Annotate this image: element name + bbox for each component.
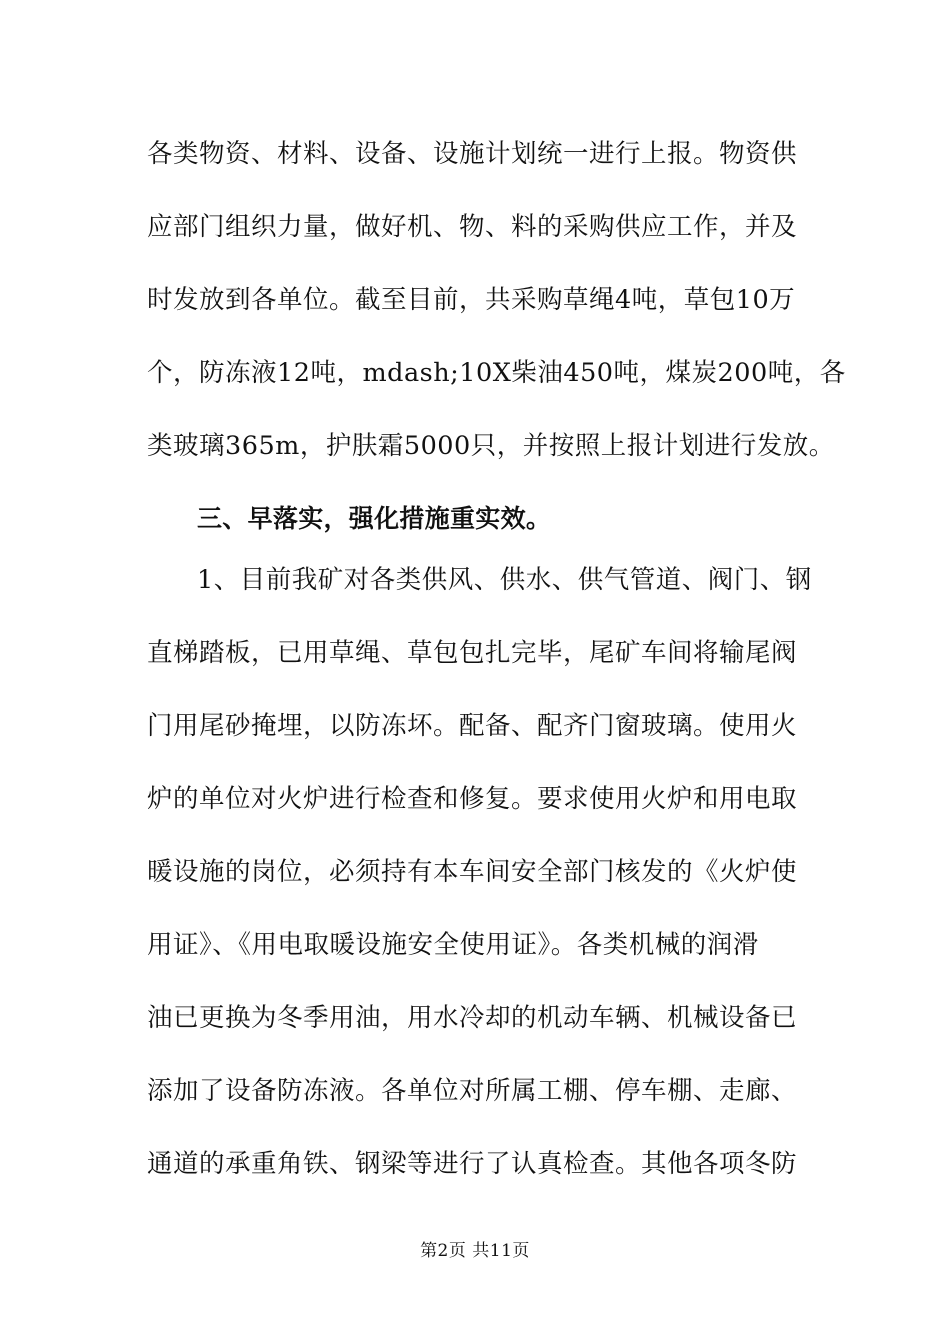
paragraph-line: 应部门组织力量，做好机、物、料的采购供应工作，并及 xyxy=(147,212,798,242)
paragraph-line: 暖设施的岗位，必须持有本车间安全部门核发的《火炉使 xyxy=(147,857,798,887)
paragraph-line: 通道的承重角铁、钢梁等进行了认真检查。其他各项冬防 xyxy=(147,1149,798,1179)
paragraph-line: 油已更换为冬季用油，用水冷却的机动车辆、机械设备已 xyxy=(147,1003,798,1033)
paragraph-line: 1、目前我矿对各类供风、供水、供气管道、阀门、钢 xyxy=(197,565,812,595)
paragraph-line: 门用尾砂掩埋，以防冻坏。配备、配齐门窗玻璃。使用火 xyxy=(147,711,798,741)
paragraph-line: 类玻璃365m，护肤霜5000只，并按照上报计划进行发放。 xyxy=(147,431,835,461)
paragraph-line: 时发放到各单位。截至目前，共采购草绳4吨，草包10万 xyxy=(147,285,796,315)
paragraph-line: 各类物资、材料、设备、设施计划统一进行上报。物资供 xyxy=(147,139,798,169)
section-heading: 三、早落实，强化措施重实效。 xyxy=(197,504,552,533)
paragraph-line: 直梯踏板，已用草绳、草包包扎完毕，尾矿车间将输尾阀 xyxy=(147,638,798,668)
page-number-footer: 第2页 共11页 xyxy=(420,1241,530,1261)
paragraph-line: 添加了设备防冻液。各单位对所属工棚、停车棚、走廊、 xyxy=(147,1076,798,1106)
paragraph-line: 用证》、《用电取暖设施安全使用证》。各类机械的润滑 xyxy=(147,930,759,960)
paragraph-line: 个，防冻液12吨，mdash;10X柴油450吨，煤炭200吨，各 xyxy=(147,358,846,388)
paragraph-line: 炉的单位对火炉进行检查和修复。要求使用火炉和用电取 xyxy=(147,784,798,814)
